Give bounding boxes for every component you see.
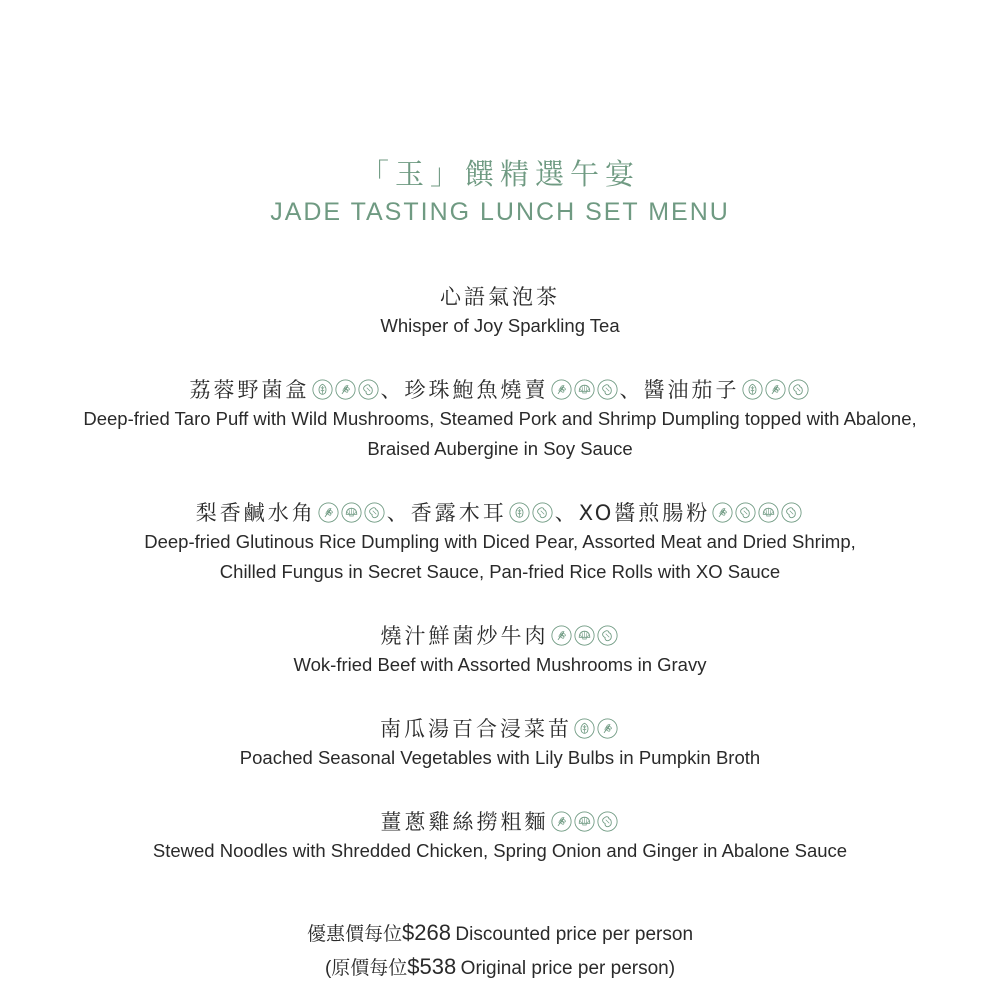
dish-name-chinese: [0, 713, 1000, 743]
dietary-icons: [551, 379, 618, 400]
menu-dish: [0, 806, 1000, 866]
dish-name-part: 薑蔥雞絲撈粗麵: [380, 810, 549, 834]
peanut-icon: [532, 502, 553, 523]
wheat-icon: [335, 379, 356, 400]
peanut-icon: [597, 811, 618, 832]
dish-name-part: 、香露木耳: [386, 501, 507, 525]
discount-label-zh: 優惠價每位: [306, 924, 402, 945]
price-section: [0, 916, 1000, 984]
vegetable-icon: [574, 718, 595, 739]
dish-name-chinese: [0, 497, 1000, 527]
dish-name-part: 燒汁鮮菌炒牛肉: [380, 624, 549, 648]
wheat-icon: [551, 625, 572, 646]
dietary-icons: [551, 625, 618, 646]
menu-title-english: JADE TASTING LUNCH SET MENU: [270, 198, 730, 226]
shellfish-icon: [341, 502, 362, 523]
dish-name-english: Deep-fried Taro Puff with Wild Mushrooms, Steamed Pork and Shrimp Dumpling topped with Abalone,: [83, 408, 917, 429]
menu-dish: [0, 497, 1000, 587]
menu-title-chinese: 「玉」饌精選午宴: [359, 157, 640, 191]
discount-price-line: [0, 916, 1000, 950]
shellfish-icon: [574, 379, 595, 400]
wheat-icon: [597, 718, 618, 739]
dish-name-english: Braised Aubergine in Soy Sauce: [367, 438, 633, 459]
vegetable-icon: [312, 379, 333, 400]
peanut-icon: [364, 502, 385, 523]
wheat-icon: [551, 379, 572, 400]
dish-name-part: 、XO醬煎腸粉: [554, 501, 711, 525]
dietary-icons: [742, 379, 809, 400]
dietary-icons: [318, 502, 385, 523]
dish-name-chinese: [0, 806, 1000, 836]
discount-amount: $268: [401, 920, 451, 945]
peanut-icon: [735, 502, 756, 523]
discount-label-en: Discounted price per person: [455, 924, 694, 945]
dish-name-english: Chilled Fungus in Secret Sauce, Pan-fried Rice Rolls with XO Sauce: [219, 561, 781, 582]
dish-name-english: Deep-fried Glutinous Rice Dumpling with Diced Pear, Assorted Meat and Dried Shrimp,: [144, 531, 856, 552]
peanut-icon: [788, 379, 809, 400]
peanut-icon: [597, 625, 618, 646]
dish-name-part: 、醬油茄子: [619, 378, 740, 402]
original-label-zh: (原價每位: [324, 958, 408, 979]
wheat-icon: [318, 502, 339, 523]
dish-name-part: 荔蓉野菌盒: [189, 378, 310, 402]
dish-name-chinese: [0, 620, 1000, 650]
shellfish-icon: [574, 625, 595, 646]
dish-name-english: Poached Seasonal Vegetables with Lily Bulbs in Pumpkin Broth: [239, 747, 761, 768]
dietary-icons: [509, 502, 553, 523]
dietary-icons: [574, 718, 618, 739]
peanut-icon: [597, 379, 618, 400]
dish-name-chinese: [0, 374, 1000, 404]
dietary-icons: [551, 811, 618, 832]
menu-dish: [0, 374, 1000, 464]
peanut-icon: [358, 379, 379, 400]
wheat-icon: [712, 502, 733, 523]
dietary-icons: [712, 502, 802, 523]
dish-name-part: 、珍珠鮑魚燒賣: [380, 378, 549, 402]
peanut-icon: [781, 502, 802, 523]
wheat-icon: [551, 811, 572, 832]
dish-name-part: 梨香鹹水角: [195, 501, 316, 525]
dish-name-english: Stewed Noodles with Shredded Chicken, Spring Onion and Ginger in Abalone Sauce: [152, 840, 848, 861]
vegetable-icon: [509, 502, 530, 523]
original-amount: $538: [407, 954, 457, 979]
vegetable-icon: [742, 379, 763, 400]
dish-name-english: Wok-fried Beef with Assorted Mushrooms in Gravy: [293, 654, 707, 675]
shellfish-icon: [758, 502, 779, 523]
original-label-en: Original price per person): [460, 958, 676, 979]
menu-dish: [0, 281, 1000, 341]
menu-dish: [0, 713, 1000, 773]
dietary-icons: [312, 379, 379, 400]
dish-name-chinese: [0, 281, 1000, 311]
dish-name-english: Whisper of Joy Sparkling Tea: [380, 315, 620, 336]
shellfish-icon: [574, 811, 595, 832]
original-price-line: [0, 950, 1000, 984]
dish-name-part: 心語氣泡茶: [440, 285, 560, 309]
dish-name-part: 南瓜湯百合浸菜苗: [380, 717, 572, 741]
wheat-icon: [765, 379, 786, 400]
menu-dish: [0, 620, 1000, 680]
